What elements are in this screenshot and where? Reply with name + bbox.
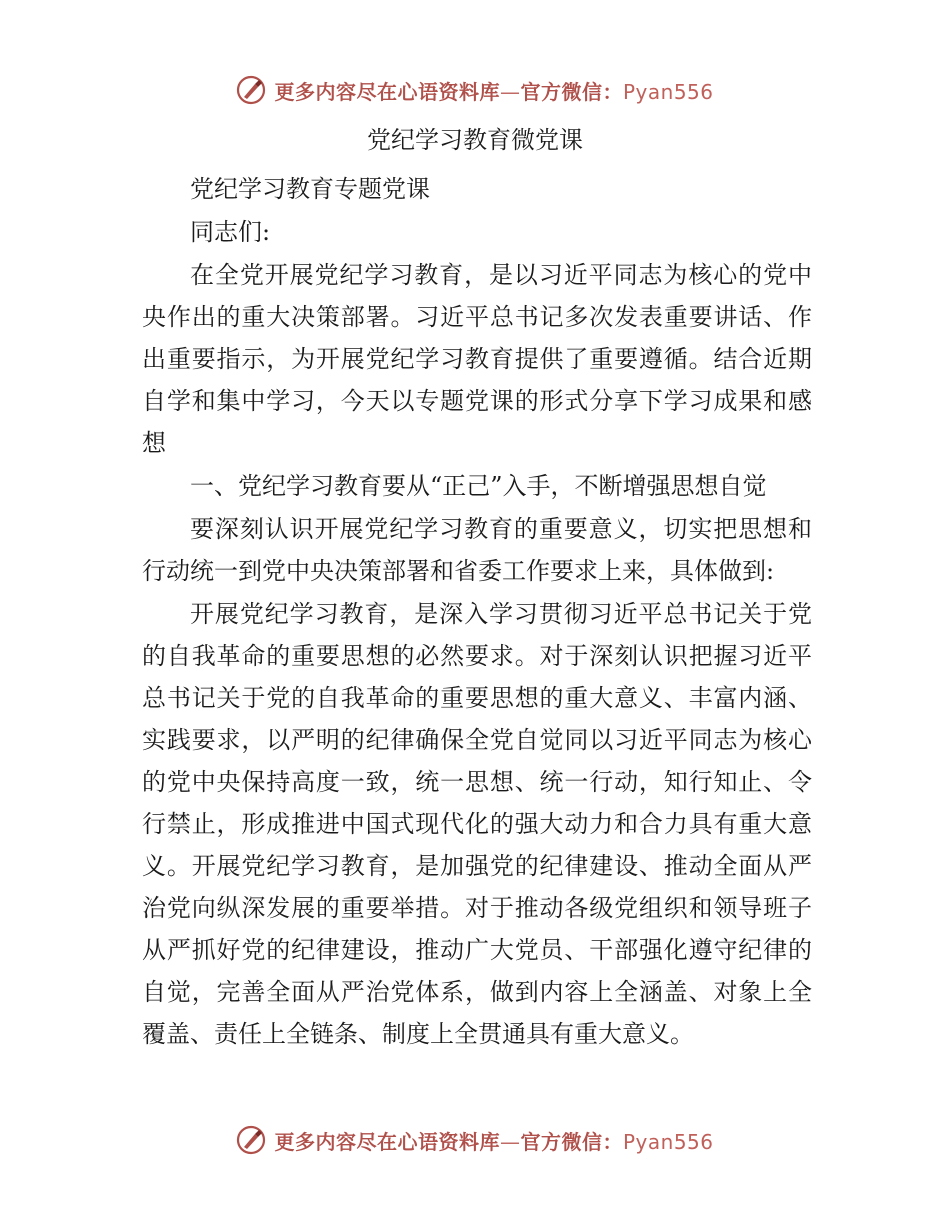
watermark-footer (0, 1120, 950, 1160)
section-heading-1: 一、党纪学习教育要从“正己”入手，不断增强思想自觉 (190, 472, 767, 500)
document-title: 党纪学习教育微党课 (367, 126, 583, 154)
subtitle: 党纪学习教育专题党课 (190, 175, 430, 203)
paragraph-intro: 在全党开展党纪学习教育，是以习近平同志为核心的党中央作出的重大决策部署。习近平总书记多次发表重要讲话、作出重要指示，为开展党纪学习教育提供了重要遵循。结合近期自学和集中学习，今天以专题党课的形式分享下学习成果和感想 (142, 261, 812, 457)
pen-logo-icon (236, 1125, 266, 1155)
watermark-id: Pyan556 (622, 79, 714, 104)
watermark-main: 更多内容尽在心语资料库 (274, 79, 500, 104)
watermark-header (0, 70, 950, 110)
watermark-official: 官方微信： (520, 79, 623, 104)
pen-logo-icon (236, 75, 266, 105)
paragraph-section-1: 要深刻认识开展党纪学习教育的重要意义，切实把思想和行动统一到党中央决策部署和省委工作要求上来，具体做到: (142, 515, 812, 585)
watermark-main: 更多内容尽在心语资料库 (274, 1129, 500, 1154)
watermark-id: Pyan556 (622, 1129, 714, 1154)
watermark-text (274, 76, 713, 105)
watermark-dash: — (499, 1129, 521, 1154)
watermark-dash: — (499, 79, 521, 104)
watermark-official: 官方微信： (520, 1129, 623, 1154)
document-body (142, 168, 812, 1056)
salutation: 同志们: (190, 218, 271, 246)
watermark-text (274, 1126, 713, 1155)
paragraph-significance: 开展党纪学习教育，是深入学习贯彻习近平总书记关于党的自我革命的重要思想的必然要求。对于深刻认识把握习近平总书记关于党的自我革命的重要思想的重大意义、丰富内涵、实践要求，以严明的纪律确保全党自觉同以习近平同志为核心的党中央保持高度一致，统一思想、统一行动，知行知止、令行禁止，形成推进中国式现代化的强大动力和合力具有重大意义。开展党纪学习教育，是加强党的纪律建设、推动全面从严治党向纵深发展的重要举措。对于推动各级党组织和领导班子从严抓好党的纪律建设，推动广大党员、干部强化遵守纪律的自觉，完善全面从严治党体系，做到内容上全涵盖、对象上全覆盖、责任上全链条、制度上全贯通具有重大意义。 (142, 600, 812, 1048)
